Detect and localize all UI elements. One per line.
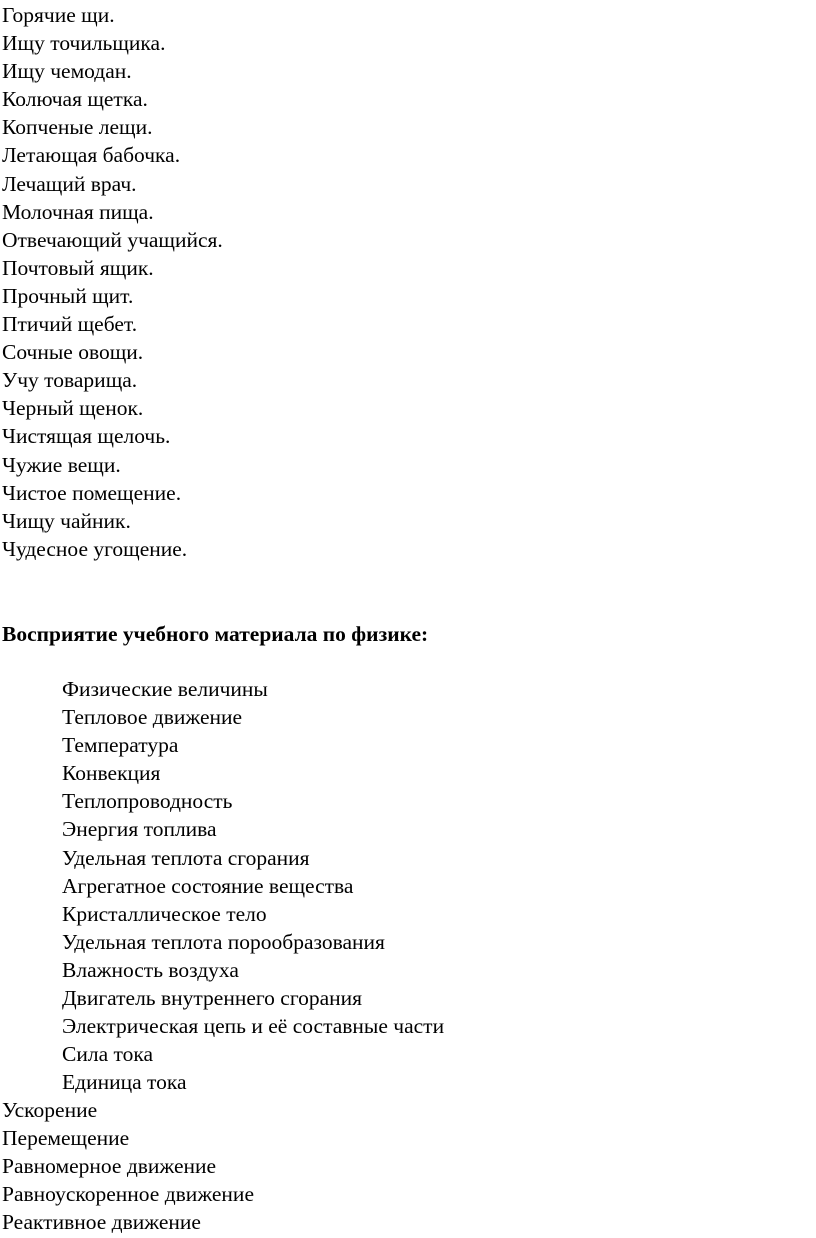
phrase-line: Птичий щебет.	[2, 312, 138, 337]
phrase-line: Чистящая щелочь.	[2, 424, 171, 449]
physics-heading: Восприятие учебного материала по физике:	[2, 622, 429, 646]
physics-term: Физические величины	[62, 677, 268, 701]
phrase-line: Ищу точильщика.	[2, 31, 166, 56]
physics-term-list	[62, 675, 444, 1096]
physics-term: Удельная теплота порообразования	[62, 929, 385, 954]
phrase-line: Чистое помещение.	[2, 480, 182, 505]
phrase-line: Летающая бабочка.	[2, 143, 181, 168]
physics-term: Единица тока	[62, 1070, 187, 1095]
phrase-list	[2, 1, 223, 563]
phrase-line: Чищу чайник.	[2, 508, 131, 533]
physics-term: Конвекция	[62, 761, 161, 786]
phrase-line: Учу товарища.	[2, 368, 138, 393]
phrase-line: Отвечающий учащийся.	[2, 227, 223, 252]
physics-extra-term: Перемещение	[2, 1126, 130, 1151]
phrase-line: Горячие щи.	[2, 3, 115, 27]
physics-term: Агрегатное состояние вещества	[62, 873, 354, 898]
phrase-line: Почтовый ящик.	[2, 255, 154, 280]
physics-term: Удельная теплота сгорания	[62, 845, 310, 870]
physics-term: Тепловое движение	[62, 705, 243, 730]
physics-term: Влажность воздуха	[62, 957, 239, 982]
phrase-line: Черный щенок.	[2, 396, 144, 421]
physics-extra-term: Равноускоренное движение	[2, 1182, 254, 1207]
physics-term: Электрическая цепь и её составные части	[62, 1014, 445, 1039]
phrase-line: Молочная пища.	[2, 199, 154, 224]
physics-term: Энергия топлива	[62, 817, 217, 842]
phrase-line: Чудесное угощение.	[2, 536, 188, 561]
phrase-line: Сочные овощи.	[2, 340, 144, 365]
phrase-line: Ищу чемодан.	[2, 59, 132, 84]
phrase-line: Чужие вещи.	[2, 452, 121, 477]
phrase-line: Лечащий врач.	[2, 171, 137, 196]
physics-extra-term: Реактивное движение	[2, 1210, 201, 1235]
physics-term: Двигатель внутреннего сгорания	[62, 986, 363, 1011]
phrase-line: Копченые лещи.	[2, 115, 153, 140]
phrase-line: Прочный щит.	[2, 283, 134, 308]
physics-term: Сила тока	[62, 1042, 154, 1067]
physics-extra-term-list	[2, 1096, 254, 1236]
physics-term: Кристаллическое тело	[62, 901, 267, 926]
phrase-line: Колючая щетка.	[2, 87, 148, 112]
physics-term: Температура	[62, 733, 179, 758]
physics-extra-term: Ускорение	[2, 1098, 98, 1122]
physics-extra-term: Равномерное движение	[2, 1154, 217, 1179]
physics-term: Теплопроводность	[62, 789, 233, 814]
